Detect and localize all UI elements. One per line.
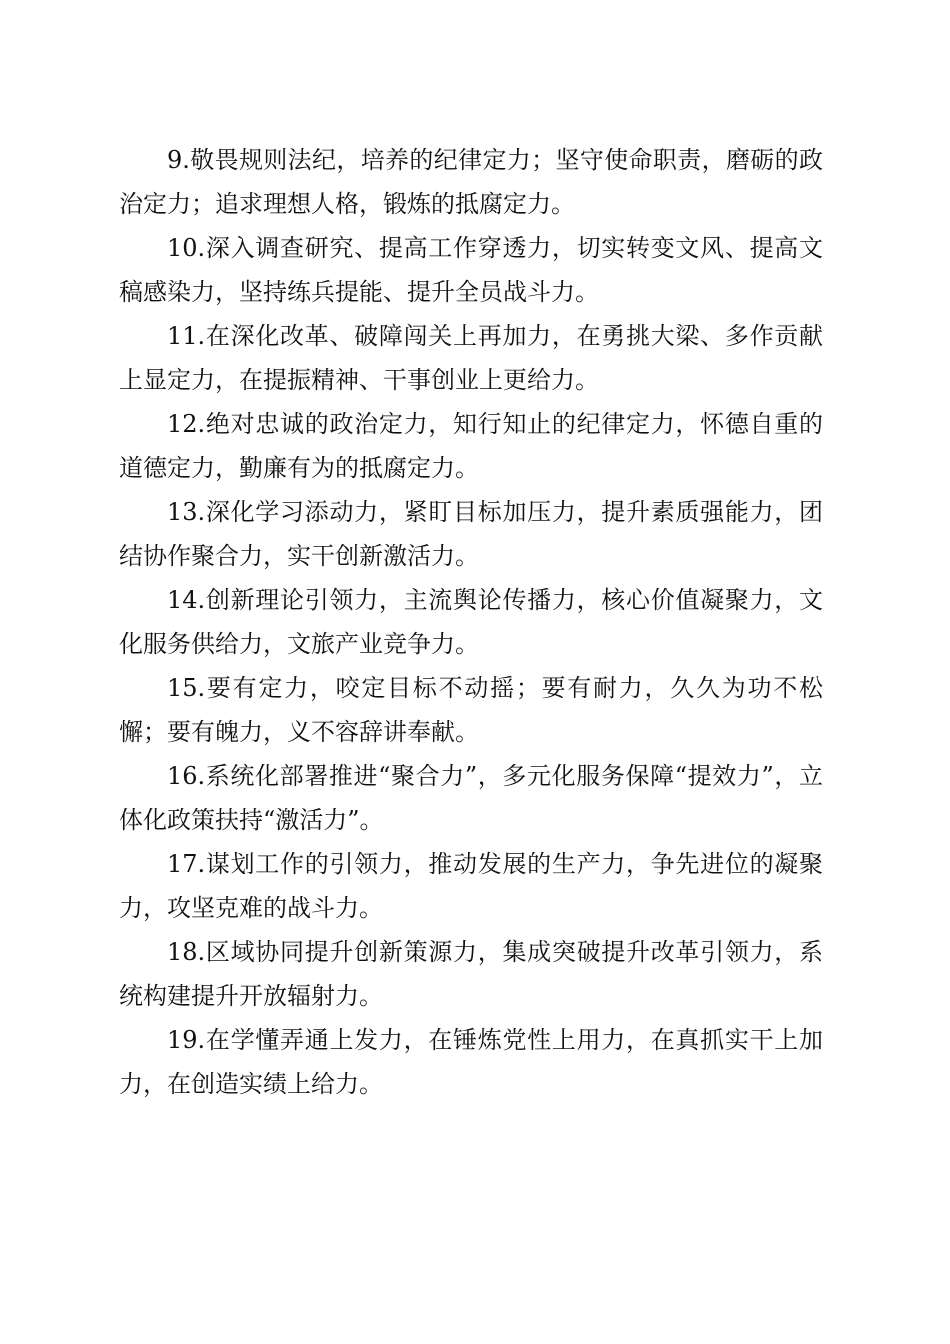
paragraph-17: 17.谋划工作的引领力，推动发展的生产力，争先进位的凝聚力，攻坚克难的战斗力。 [119,850,823,922]
paragraph-11: 11.在深化改革、破障闯关上再加力，在勇挑大梁、多作贡献上显定力，在提振精神、干事创业上更给力。 [119,322,823,394]
paragraph-16: 16.系统化部署推进“聚合力”，多元化服务保障“提效力”，立体化政策扶持“激活力”。 [119,762,823,834]
paragraph-10: 10.深入调查研究、提高工作穿透力，切实转变文风、提高文稿感染力，坚持练兵提能、提升全员战斗力。 [119,234,823,306]
paragraph-13: 13.深化学习添动力，紧盯目标加压力，提升素质强能力，团结协作聚合力，实干创新激活力。 [119,498,823,570]
paragraph-19: 19.在学懂弄通上发力，在锤炼党性上用力，在真抓实干上加力，在创造实绩上给力。 [119,1026,823,1098]
paragraph-12: 12.绝对忠诚的政治定力，知行知止的纪律定力，怀德自重的道德定力，勤廉有为的抵腐定力。 [119,410,823,482]
paragraph-9: 9.敬畏规则法纪，培养的纪律定力；坚守使命职责，磨砺的政治定力；追求理想人格，锻炼的抵腐定力。 [119,146,823,218]
document-body [119,138,823,1106]
paragraph-18: 18.区域协同提升创新策源力，集成突破提升改革引领力，系统构建提升开放辐射力。 [119,938,823,1010]
paragraph-14: 14.创新理论引领力，主流舆论传播力，核心价值凝聚力，文化服务供给力，文旅产业竞争力。 [119,586,823,658]
paragraph-15: 15.要有定力，咬定目标不动摇；要有耐力，久久为功不松懈；要有魄力，义不容辞讲奉献。 [119,674,823,746]
